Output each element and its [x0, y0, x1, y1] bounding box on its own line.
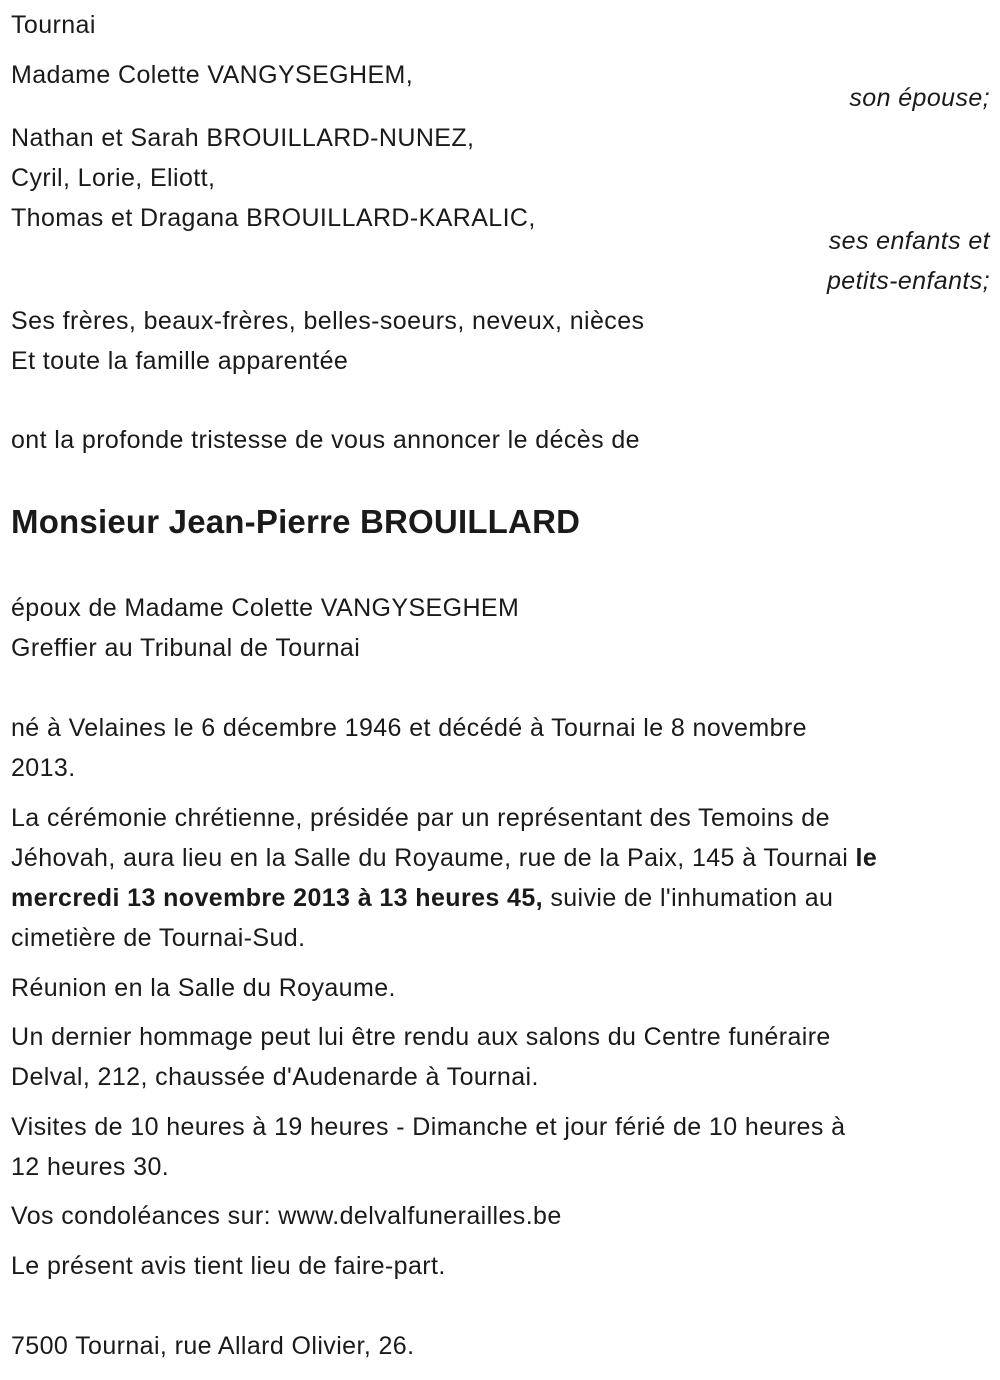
children-line: Nathan et Sarah BROUILLARD-NUNEZ, — [11, 124, 475, 152]
spouse-name: Madame Colette VANGYSEGHEM, — [11, 61, 414, 89]
children-line: Cyril, Lorie, Eliott, — [11, 164, 216, 192]
city-header: Tournai — [11, 11, 96, 39]
spouse-role: son épouse; — [849, 84, 990, 112]
children-line: Thomas et Dragana BROUILLARD-KARALIC, — [11, 204, 536, 232]
ceremony-date: le — [855, 844, 878, 872]
family-line: Ses frères, beaux-frères, belles-soeurs, neveux, nièces — [11, 307, 645, 335]
tribute-line: Delval, 212, chaussée d'Audenarde à Tournai. — [11, 1063, 539, 1091]
reunion: Réunion en la Salle du Royaume. — [11, 974, 396, 1002]
ceremony-line — [11, 838, 877, 878]
visits-line: Visites de 10 heures à 19 heures - Dimanche et jour férié de 10 heures à — [11, 1113, 846, 1141]
birth-death-line: né à Velaines le 6 décembre 1946 et décédé à Tournai le 8 novembre — [11, 714, 807, 742]
children-role: petits-enfants; — [826, 267, 990, 295]
deceased-spouse: époux de Madame Colette VANGYSEGHEM — [11, 594, 520, 622]
birth-death-line: 2013. — [11, 754, 76, 782]
deceased-name: Monsieur Jean-Pierre BROUILLARD — [11, 503, 581, 540]
address: 7500 Tournai, rue Allard Olivier, 26. — [11, 1332, 415, 1360]
ceremony-text: suivie de l'inhumation au — [543, 884, 834, 912]
ceremony-line: cimetière de Tournai-Sud. — [11, 924, 306, 952]
announcement: ont la profonde tristesse de vous annoncer le décès de — [11, 426, 640, 454]
deceased-profession: Greffier au Tribunal de Tournai — [11, 634, 361, 662]
condolences: Vos condoléances sur: www.delvalfunerailles.be — [11, 1202, 562, 1230]
tribute-line: Un dernier hommage peut lui être rendu aux salons du Centre funéraire — [11, 1023, 831, 1051]
notice: Le présent avis tient lieu de faire-part. — [11, 1252, 446, 1280]
ceremony-date: mercredi 13 novembre 2013 à 13 heures 45, — [11, 884, 543, 912]
ceremony-line: La cérémonie chrétienne, présidée par un représentant des Temoins de — [11, 804, 830, 832]
ceremony-line — [11, 878, 833, 918]
visits-line: 12 heures 30. — [11, 1153, 170, 1181]
children-role: ses enfants et — [828, 227, 990, 255]
ceremony-text: Jéhovah, aura lieu en la Salle du Royaume, rue de la Paix, 145 à Tournai — [11, 844, 856, 872]
family-line: Et toute la famille apparentée — [11, 347, 349, 375]
